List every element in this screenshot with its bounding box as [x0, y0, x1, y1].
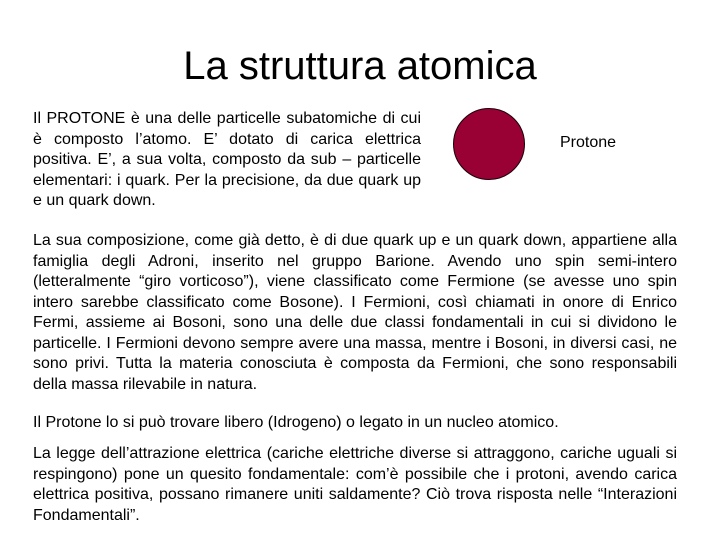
proton-label: Protone: [560, 134, 617, 151]
proton-circle: [453, 108, 525, 180]
composition-paragraph: La sua composizione, come già detto, è di due quark up e un quark down, appartiene alla famiglia degli Adroni, inserito nel gruppo Barione. Avendo uno spin semi-intero (letteralmente “giro vorticoso”), viene classificato come Fermione (se avesse uno spin intero sarebbe classificato come Bosone). I Fermioni, così chiamati in onore di Enrico Fermi, assieme ai Bosoni, sono una delle due classi fondamentali in cui si dividono le particelle. I Fermioni devono sempre avere una massa, mentre i Bosoni, in diversi casi, ne sono privi. Tutta la materia conosciuta è composta da Fermioni, che sono responsabili della massa rilevabile in natura.: [33, 232, 677, 393]
slide-title: La struttura atomica: [183, 44, 537, 88]
electric-law-paragraph: La legge dell’attrazione elettrica (cariche elettriche diverse si attraggono, cariche uguali si respingono) pone un quesito fondamentale: com’è possibile che i protoni, avendo carica elettrica positiva, possano rimanere uniti saldamente? Ciò trova risposta nelle “Interazioni Fondamentali”.: [33, 445, 677, 524]
location-paragraph: Il Protone lo si può trovare libero (Idrogeno) o legato in un nucleo atomico.: [33, 414, 559, 431]
proton-intro-paragraph: Il PROTONE è una delle particelle subatomiche di cui è composto l’atomo. E’ dotato di carica elettrica positiva. E’, a sua volta, composto da sub – particelle elementari: i quark. Per la precisione, da due quark up e un quark down.: [33, 110, 421, 209]
